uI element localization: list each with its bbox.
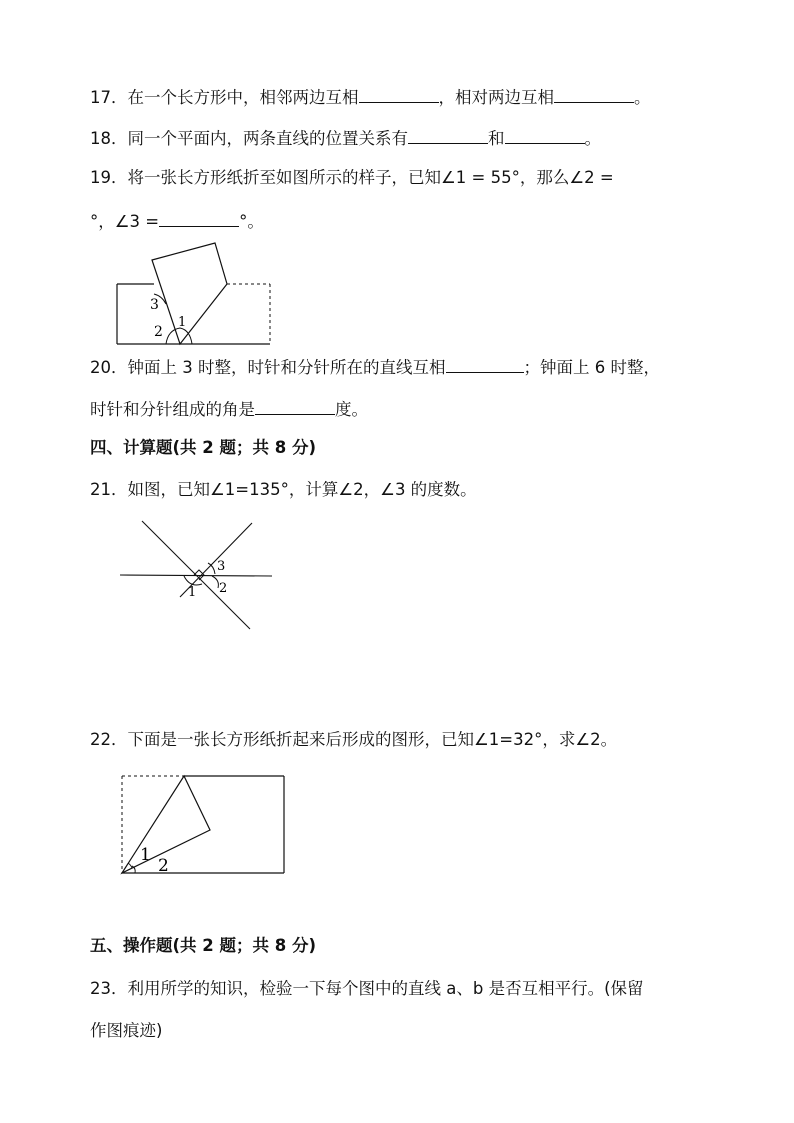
question-number: 20 [90, 358, 111, 377]
intersecting-lines-figure-q21 [118, 518, 278, 634]
angle-label-2: 2 [154, 324, 163, 340]
question-20: 20．钟面上 3 时整，时针和分针所在的直线互相 ；钟面上 6 时整， [90, 354, 660, 379]
question-23: 23．利用所学的知识，检验一下每个图中的直线 a、b 是否互相平行。(保留 [90, 979, 644, 998]
answer-blank[interactable] [359, 84, 439, 103]
answer-blank[interactable] [408, 125, 488, 144]
answer-blank[interactable] [505, 125, 585, 144]
question-number: 22 [90, 730, 111, 749]
question-number: 18 [90, 129, 111, 148]
folded-rectangle-figure-q19 [110, 238, 280, 350]
answer-blank[interactable] [446, 354, 524, 373]
angle-label-3: 3 [217, 559, 226, 574]
angle-label-2: 2 [158, 856, 169, 876]
question-20-line2: 时针和分针组成的角是 度。 [90, 396, 368, 421]
angle-label-1: 1 [140, 845, 151, 865]
question-number: 19 [90, 168, 111, 187]
question-18: 18．同一个平面内，两条直线的位置关系有 和 。 [90, 125, 601, 150]
question-number: 17 [90, 88, 111, 107]
question-23-line2: 作图痕迹) [90, 1021, 163, 1040]
question-19: 19．将一张长方形纸折至如图所示的样子，已知∠1 = 55°，那么∠2 = [90, 168, 614, 187]
folded-rectangle-figure-q22 [118, 772, 288, 878]
angle-label-3: 3 [150, 297, 159, 313]
section-heading-4: 四、计算题(共 2 题；共 8 分) [90, 438, 317, 457]
answer-blank[interactable] [159, 208, 239, 227]
question-19-line2: °，∠3 = °。 [90, 208, 264, 233]
angle-label-1: 1 [188, 585, 197, 600]
question-17: 17．在一个长方形中，相邻两边互相 ，相对两边互相 。 [90, 84, 651, 109]
answer-blank[interactable] [554, 84, 634, 103]
section-heading-5: 五、操作题(共 2 题；共 8 分) [90, 936, 317, 955]
question-number: 21 [90, 480, 111, 499]
question-21: 21．如图，已知∠1=135°，计算∠2，∠3 的度数。 [90, 480, 477, 499]
answer-blank[interactable] [255, 396, 335, 415]
question-22: 22．下面是一张长方形纸折起来后形成的图形，已知∠1=32°，求∠2。 [90, 730, 618, 749]
question-number: 23 [90, 979, 111, 998]
angle-label-1: 1 [178, 315, 187, 330]
angle-label-2: 2 [219, 581, 228, 596]
